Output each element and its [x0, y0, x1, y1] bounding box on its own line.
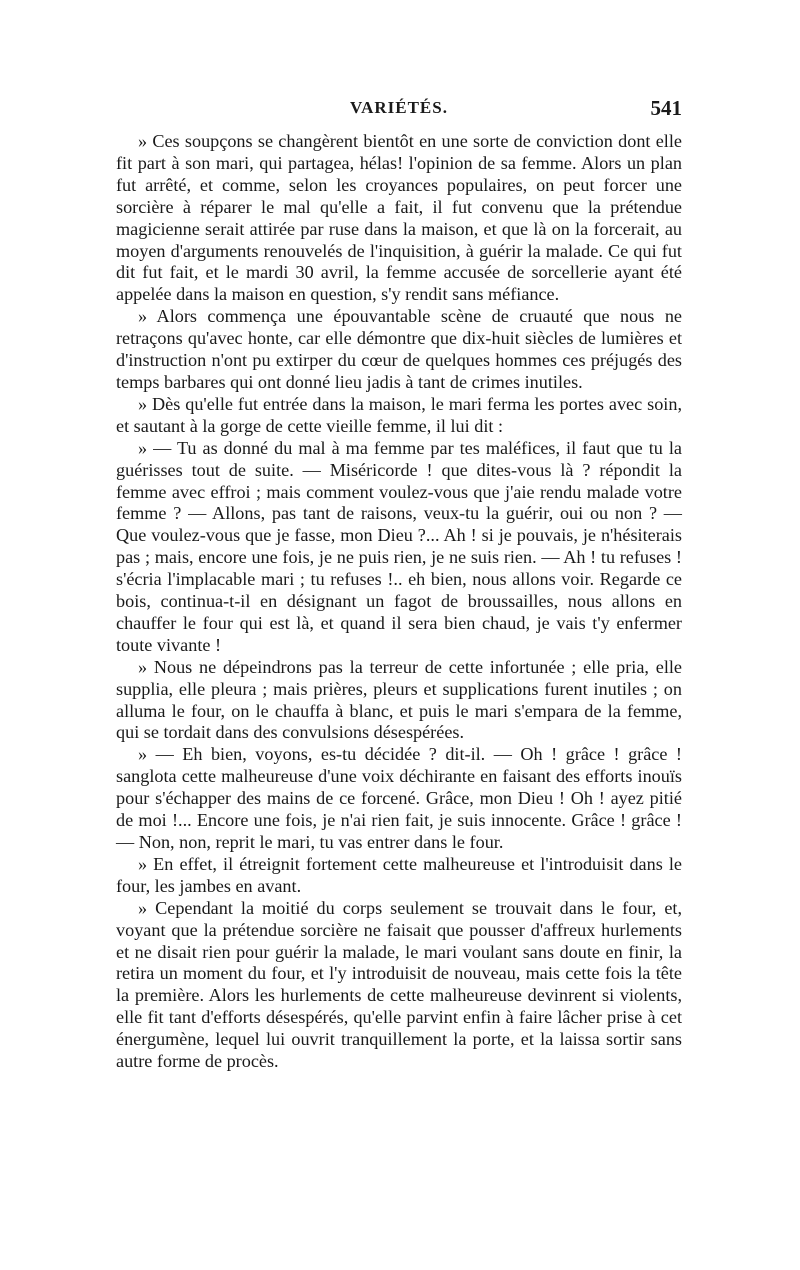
paragraph-oven: » En effet, il étreignit fortement cette malheureuse et l'introduisit dans le four, les jambes en avant. — [116, 853, 682, 896]
paragraph-terror: » Nous ne dépeindrons pas la terreur de cette infortunée ; elle pria, elle supplia, elle pleura ; mais prières, pleurs et supplications furent inutiles ; on alluma le four, on le chauffa à blanc, et puis le mari s'empara de la femme, qui se tordait dans des convulsions désespérées. — [116, 656, 682, 743]
paragraph-plea: » — Eh bien, voyons, es-tu décidée ? dit-il. — Oh ! grâce ! grâce ! sanglota cette malheureuse d'une voix déchirante en faisant des efforts inouïs pour s'échapper des mains de ce forcené. Grâce, mon Dieu ! Oh ! ayez pitié de moi !... Encore une fois, je n'ai rien fait, je suis innocente. Grâce ! grâce ! — Non, non, reprit le mari, tu vas entrer dans le four. — [116, 744, 682, 852]
paragraph-suspicions: » Ces soupçons se changèrent bientôt en une sorte de conviction dont elle fit part à son mari, qui partagea, hélas! l'opinion de sa femme. Alors un plan fut arrêté, et comme, selon les croyances populaires, on peut forcer une sorcière à réparer le mal qu'elle a fait, il fut convenu que la prétendue magicienne serait attirée par ruse dans la maison, et que là on la forcerait, au moyen d'arguments renouvelés de l'inquisition, à guérir la malade. Ce qui fut dit fut fait, et le mardi 30 avril, la femme accusée de sorcellerie ayant été appelée dans la maison en question, s'y rendit sans méfiance. — [116, 131, 682, 305]
paragraph-entering-house: » Dès qu'elle fut entrée dans la maison, le mari ferma les portes avec soin, et sautant à la gorge de cette vieille femme, il lui dit : — [116, 393, 682, 436]
paragraph-escape: » Cependant la moitié du corps seulement se trouvait dans le four, et, voyant que la prétendue sorcière ne faisait que pousser d'affreux hurlements et ne disait rien pour guérir la malade, le mari voulant sans doute en finir, la retira un moment du four, et l'y introduisit de nouveau, mais cette fois la tête la première. Alors les hurlements de cette malheureuse devinrent si violents, elle fit tant d'efforts désespérés, qu'elle parvint enfin à faire lâcher prise à cet énergumène, lequel lui ouvrit tranquillement la porte, et la laissa sortir sans autre forme de procès. — [116, 897, 682, 1072]
paragraph-cruelty-scene: » Alors commença une épouvantable scène de cruauté que nous ne retraçons qu'avec honte, car elle démontre que dix-huit siècles de lumières et d'instruction n'ont pu extirper du cœur de quelques hommes ces préjugés des temps barbares qui ont donné lieu jadis à tant de crimes inutiles. — [116, 306, 682, 392]
body-text — [116, 131, 682, 1073]
running-title: VARIÉTÉS. — [350, 98, 448, 117]
page-header — [116, 98, 682, 124]
paragraph-dialogue: » — Tu as donné du mal à ma femme par tes maléfices, il faut que tu la guérisses tout de suite. — Miséricorde ! que dites-vous là ? répondit la femme avec effroi ; mais comment voulez-vous que j'aie rendu malade votre femme ? — Allons, pas tant de raisons, veux-tu la guérir, oui ou non ? — Que voulez-vous que je fasse, mon Dieu ?... Ah ! si je pouvais, je n'hésiterais pas ; mais, encore une fois, je ne puis rien, je ne suis rien. — Ah ! tu refuses ! s'écria l'implacable mari ; tu refuses !.. eh bien, nous allons voir. Regarde ce bois, continua-t-il en désignant un fagot de broussailles, nous allons en chauffer le four qui est là, et quand il sera bien chaud, je vais t'y enfermer toute vivante ! — [116, 437, 682, 655]
page-number: 541 — [650, 96, 682, 120]
